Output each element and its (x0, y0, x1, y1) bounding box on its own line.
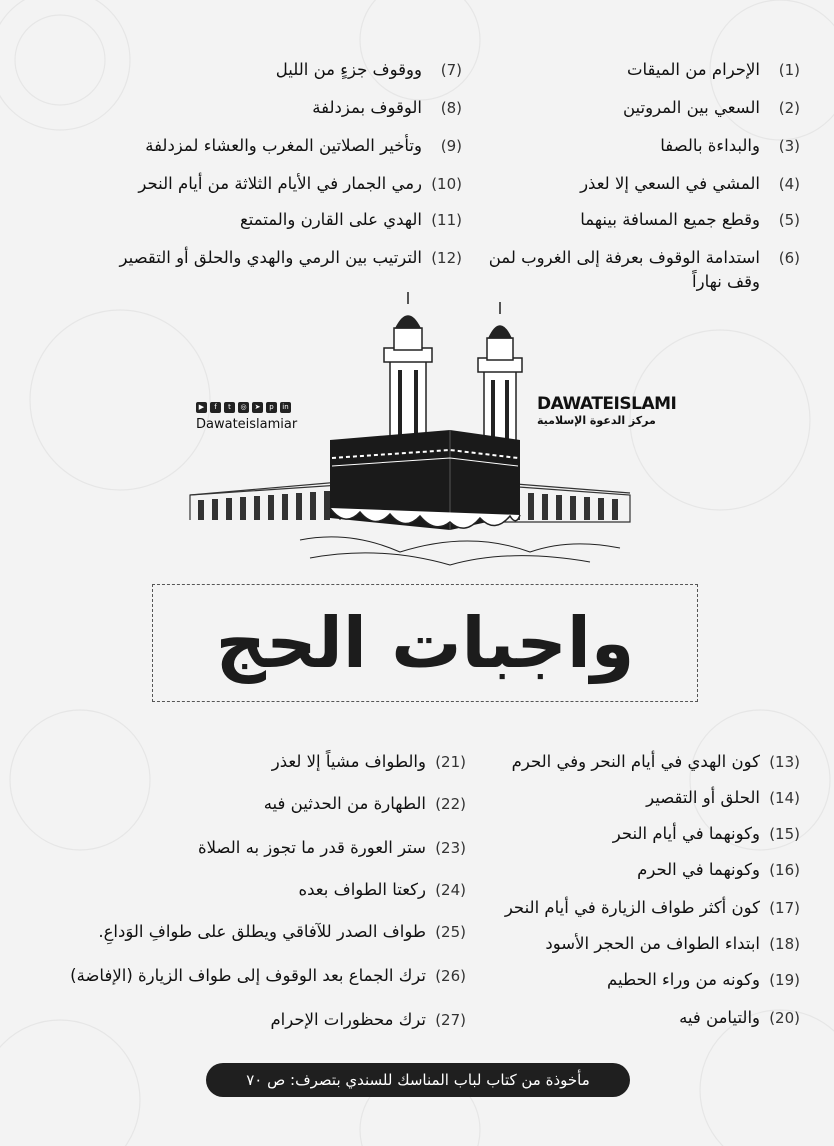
item-text: وكونهما في الحرم (637, 860, 760, 879)
dawateislami-logo (537, 394, 677, 427)
list-item (613, 822, 800, 846)
item-text: والتيامن فيه (679, 1008, 760, 1027)
instagram-icon[interactable]: ◎ (238, 402, 249, 413)
linkedin-icon[interactable]: in (280, 402, 291, 413)
item-text: كون أكثر طواف الزيارة في أيام النحر (504, 898, 760, 917)
telegram-icon[interactable]: ➤ (252, 402, 263, 413)
list-item (580, 172, 800, 196)
item-text: استدامة الوقوف بعرفة إلى الغروب لمن وقف نهاراً (488, 248, 760, 291)
item-text: وكونهما في أيام النحر (612, 824, 760, 843)
list-item (264, 792, 466, 816)
item-text: ووقوف جزءٍ من الليل (275, 60, 422, 79)
item-number: (16) (769, 861, 800, 879)
item-number: (25) (435, 923, 466, 941)
item-text: وتأخير الصلاتين المغرب والعشاء لمزدلفة (145, 136, 422, 155)
item-text: كون الهدي في أيام النحر وفي الحرم (511, 752, 760, 771)
list-item (145, 134, 462, 158)
item-number: (8) (440, 99, 462, 117)
kaaba-illustration (150, 290, 680, 580)
item-text: طواف الصدر للآفاقي ويطلق على طوافِ الوَداعِ. (98, 922, 426, 941)
item-number: (3) (778, 137, 800, 155)
item-number: (21) (435, 753, 466, 771)
list-item (637, 858, 800, 882)
list-item (660, 134, 800, 158)
list-item (240, 208, 462, 232)
item-text: الإحرام من الميقات (626, 60, 760, 79)
item-text: وقطع جميع المسافة بينهما (580, 210, 760, 229)
item-text: ابتداء الطواف من الحجر الأسود (545, 934, 760, 953)
item-number: (6) (778, 249, 800, 267)
pinterest-icon[interactable]: p (266, 402, 277, 413)
title-box (152, 584, 698, 702)
list-item (480, 246, 800, 294)
youtube-icon[interactable]: ▶ (196, 402, 207, 413)
page-title: واجبات الحج (215, 602, 635, 684)
item-number: (10) (431, 175, 462, 193)
item-text: ركعتا الطواف بعده (298, 880, 426, 899)
item-number: (17) (769, 899, 800, 917)
item-text: والطواف مشياً إلا لعذر (271, 752, 426, 771)
item-number: (20) (769, 1009, 800, 1027)
item-number: (18) (769, 935, 800, 953)
item-text: الهدي على القارن والمتمتع (239, 210, 422, 229)
item-number: (5) (778, 211, 800, 229)
item-number: (23) (435, 839, 466, 857)
list-item (299, 878, 467, 902)
list-item (138, 172, 462, 196)
item-text: وكونه من وراء الحطيم (607, 970, 760, 989)
item-number: (11) (431, 211, 462, 229)
item-text: رمي الجمار في الأيام الثلاثة من أيام النحر (138, 174, 422, 193)
item-text: الطهارة من الحدثين فيه (263, 794, 426, 813)
list-item (312, 96, 462, 120)
item-text: ترك محظورات الإحرام (270, 1010, 426, 1029)
item-number: (4) (778, 175, 800, 193)
item-number: (2) (778, 99, 800, 117)
item-number: (19) (769, 971, 800, 989)
item-number: (27) (435, 1011, 466, 1029)
social-block (196, 402, 297, 432)
item-number: (15) (769, 825, 800, 843)
item-number: (9) (440, 137, 462, 155)
source-note: مأخوذة من كتاب لباب المناسك للسندي بتصرف: ص ٧٠ (206, 1063, 630, 1097)
item-text: ترك الجماع بعد الوقوف إلى طواف الزيارة (الإفاضة) (70, 966, 426, 985)
social-icons (196, 402, 297, 413)
item-text: الوقوف بمزدلفة (312, 98, 422, 117)
list-item (198, 836, 466, 860)
social-handle: Dawateislamiar (196, 417, 298, 432)
list-item (276, 58, 462, 82)
item-number: (14) (769, 789, 800, 807)
list-item (545, 932, 800, 956)
item-text: الحلق أو التقصير (646, 788, 760, 807)
list-item (272, 750, 466, 774)
list-item (679, 1006, 800, 1030)
brand-arabic: مركز الدعوة الإسلامية (537, 414, 656, 427)
item-number: (22) (435, 795, 466, 813)
item-text: والبداءة بالصفا (660, 136, 760, 155)
brand-name: DAWATEISLAMI (537, 394, 677, 414)
list-item (580, 208, 800, 232)
list-item (505, 896, 800, 920)
list-item (70, 964, 466, 988)
list-item (270, 1008, 466, 1032)
item-number: (24) (435, 881, 466, 899)
item-number: (26) (435, 967, 466, 985)
list-item (120, 246, 462, 270)
item-text: الترتيب بين الرمي والهدي والحلق أو التقصير (119, 248, 422, 267)
twitter-icon[interactable]: t (224, 402, 235, 413)
list-item (607, 968, 800, 992)
list-item (98, 920, 466, 944)
item-text: المشي في السعي إلا لعذر (580, 174, 760, 193)
list-item (512, 750, 800, 774)
item-text: ستر العورة قدر ما تجوز به الصلاة (197, 838, 426, 857)
facebook-icon[interactable]: f (210, 402, 221, 413)
item-number: (13) (769, 753, 800, 771)
item-number: (7) (440, 61, 462, 79)
item-number: (12) (431, 249, 462, 267)
item-text: السعي بين المروتين (622, 98, 760, 117)
item-number: (1) (778, 61, 800, 79)
list-item (627, 58, 800, 82)
list-item (646, 786, 800, 810)
list-item (623, 96, 800, 120)
